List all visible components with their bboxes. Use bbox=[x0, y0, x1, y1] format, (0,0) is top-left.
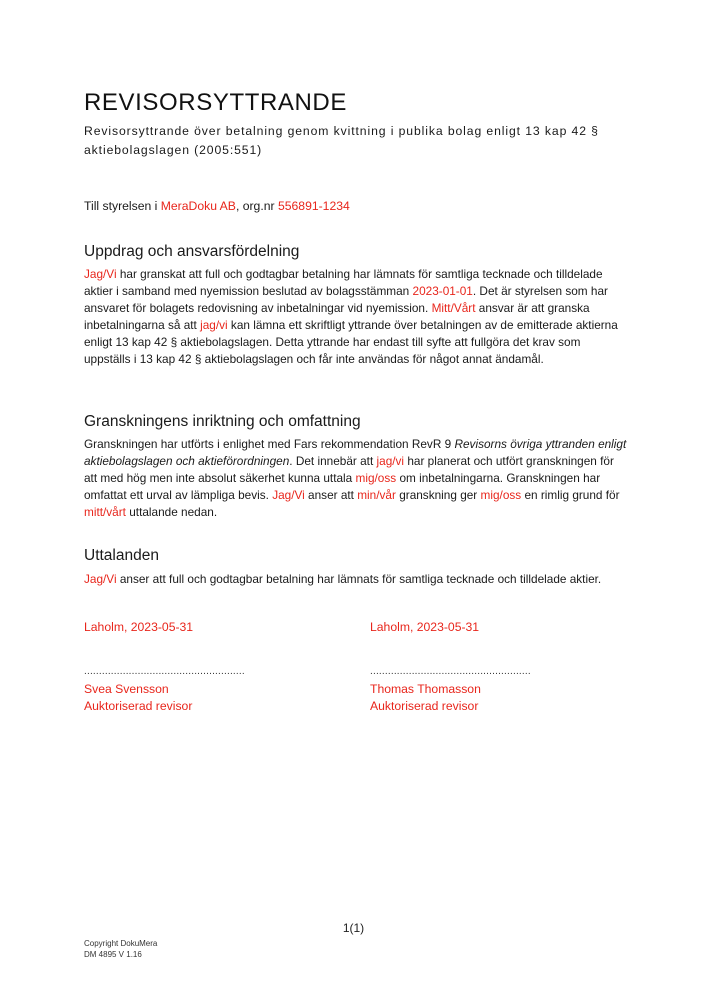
footer bbox=[84, 938, 157, 960]
org-number: 556891-1234 bbox=[277, 199, 350, 213]
placeholder-date: 2023-01-01 bbox=[412, 284, 473, 298]
body-text: har planerat och utfört granskningen för att med hög men inte absolut säkerhet kunna uttala bbox=[84, 454, 614, 485]
section-paragraph-granskning bbox=[84, 436, 629, 521]
signature-place-date: Laholm, 2023-05-31 bbox=[84, 620, 194, 634]
addressee-line bbox=[84, 198, 350, 214]
signature-line: ...................................................... bbox=[370, 666, 531, 677]
footer-version: DM 4895 V 1.16 bbox=[84, 950, 142, 959]
body-text: om inbetalningarna. Granskningen har omfattat ett urval av lämpliga bevis. bbox=[84, 471, 601, 502]
placeholder-text: Jag/Vi bbox=[272, 488, 305, 502]
signature-line: ...................................................... bbox=[84, 666, 245, 677]
placeholder-text: min/vår bbox=[357, 488, 396, 502]
body-text: har granskat att full och godtagbar betalning har lämnats för samtliga tecknade och tilldelade aktier i samband med nyemission beslutad av bolagsstämman bbox=[84, 267, 603, 298]
body-text: ansvar är att granska inbetalningarna så att bbox=[84, 301, 590, 332]
body-text: anser att full och godtagbar betalning har lämnats för samtliga tecknade och tilldelade aktier. bbox=[116, 572, 602, 586]
section-heading-uttalanden: Uttalanden bbox=[84, 547, 159, 564]
signatory-role: Auktoriserad revisor bbox=[84, 699, 193, 713]
placeholder-text: mig/oss bbox=[355, 471, 397, 485]
signatory-role: Auktoriserad revisor bbox=[370, 699, 479, 713]
signature-block-2 bbox=[370, 619, 531, 715]
footer-copyright: Copyright DokuMera bbox=[84, 939, 158, 948]
placeholder-text: mig/oss bbox=[480, 488, 522, 502]
body-text: kan lämna ett skriftligt yttrande över betalningen av de emitterade aktierna enligt 13 kap 42 § aktiebolagslagen. Detta yttrande har endast till syfte att fullgöra det krav som uppställs i 13 kap 42 § aktiebolagslagen och får inte användas för något annat ändamål. bbox=[84, 318, 618, 366]
placeholder-text: jag/vi bbox=[376, 454, 405, 468]
document-title: REVISORSYTTRANDE bbox=[84, 89, 347, 116]
body-text: anser att bbox=[304, 488, 358, 502]
placeholder-text: jag/vi bbox=[200, 318, 228, 332]
company-name: MeraDoku AB bbox=[160, 199, 236, 213]
signature-place-date: Laholm, 2023-05-31 bbox=[370, 620, 480, 634]
placeholder-text: mitt/vårt bbox=[84, 505, 126, 519]
placeholder-text: Jag/Vi bbox=[84, 267, 117, 281]
signature-block-1 bbox=[84, 619, 245, 715]
body-text: Granskningen har utförts i enlighet med Fars rekommendation RevR 9 bbox=[84, 437, 455, 451]
placeholder-text: Mitt/Vårt bbox=[431, 301, 476, 315]
signatory-name: Thomas Thomasson bbox=[370, 682, 481, 696]
section-paragraph-uppdrag bbox=[84, 266, 629, 368]
document-subtitle: Revisorsyttrande över betalning genom kvittning i publika bolag enligt 13 kap 42 § aktiebolagslagen (2005:551) bbox=[84, 124, 599, 157]
body-text: . Det innebär att bbox=[289, 454, 377, 468]
page-number: 1(1) bbox=[342, 921, 365, 935]
body-text: uttalande nedan. bbox=[125, 505, 218, 519]
body-text: granskning ger bbox=[395, 488, 481, 502]
addressee-prefix: Till styrelsen i bbox=[84, 199, 161, 213]
body-text: en rimlig grund för bbox=[521, 488, 620, 502]
section-paragraph-uttalanden bbox=[84, 571, 629, 588]
body-text: . Det är styrelsen som har ansvaret för bolagets redovisning av inbetalningar vid nyemission. bbox=[84, 284, 608, 315]
italic-reference: Revisorns övriga yttranden enligt aktiebolagslagen och aktieförordningen bbox=[84, 437, 627, 468]
orgnr-label: , org.nr bbox=[235, 199, 278, 213]
placeholder-text: Jag/Vi bbox=[84, 572, 117, 586]
section-heading-granskning: Granskningens inriktning och omfattning bbox=[84, 413, 361, 430]
section-heading-uppdrag: Uppdrag och ansvarsfördelning bbox=[84, 243, 300, 260]
signatory-name: Svea Svensson bbox=[84, 682, 169, 696]
